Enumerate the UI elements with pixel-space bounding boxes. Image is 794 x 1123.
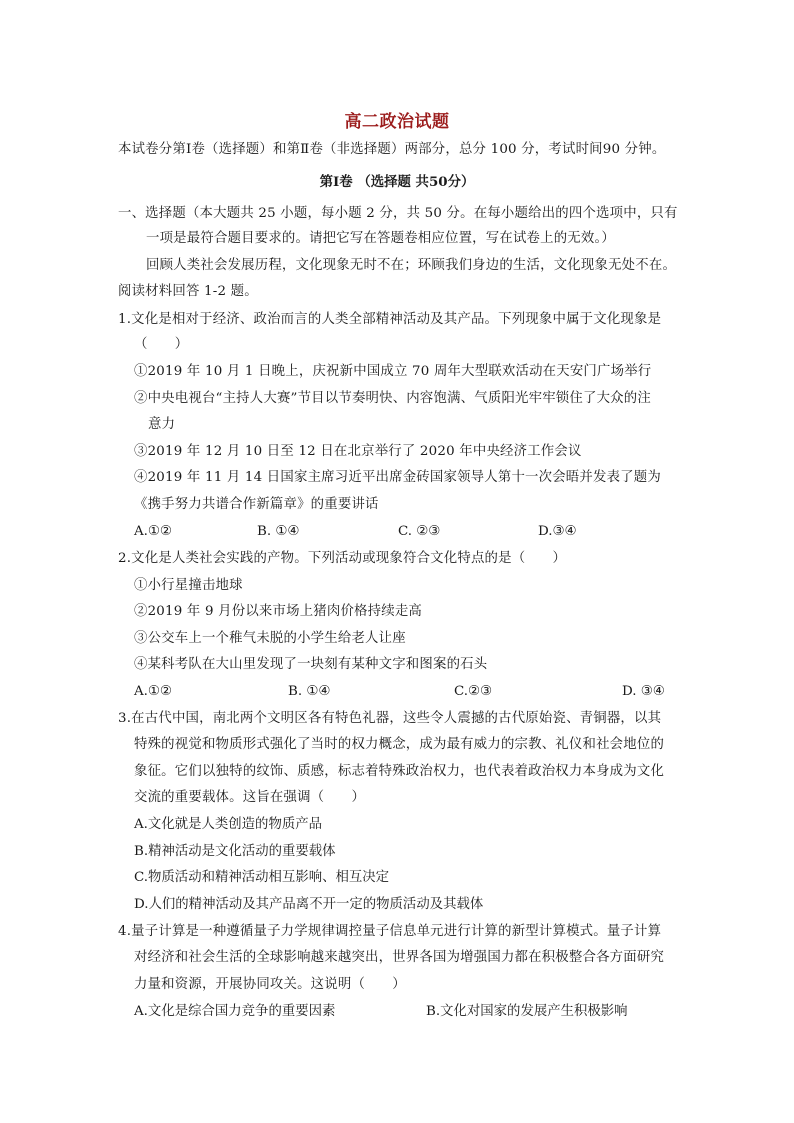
exam-title: 高二政治试题	[344, 112, 450, 132]
material-line-1: 回顾人类社会发展历程，文化现象无时不在；环顾我们身边的生活，文化现象无处不在。	[146, 258, 677, 273]
option-b: B.精神活动是文化活动的重要载体	[134, 844, 336, 859]
option-d: D.③④	[538, 524, 577, 539]
question-stem: 1.文化是相对于经济、政治而言的人类全部精神活动及其产品。下列现象中属于文化现象是	[118, 312, 662, 327]
statement-item: ④2019 年 11 月 14 日国家主席习近平出席金砖国家领导人第十一次会晤并发表了题为	[134, 470, 661, 485]
option-b: B. ①④	[257, 524, 300, 539]
statement-item: ③公交车上一个稚气未脱的小学生给老人让座	[134, 631, 406, 646]
question-stem-continued: 对经济和社会生活的全球影响越来越突出，世界各国为增强国力都在积极整合各方面研究	[134, 950, 665, 965]
statement-item: ③2019 年 12 月 10 日至 12 日在北京举行了 2020 年中央经济工作会议	[134, 444, 582, 459]
question-stem: 2.文化是人类社会实践的产物。下列活动或现象符合文化特点的是（ ）	[118, 551, 567, 566]
exam-intro: 本试卷分第Ⅰ卷（选择题）和第Ⅱ卷（非选择题）两部分，总分 100 分，考试时间90 分钟。	[118, 142, 666, 157]
statement-item: ①小行星撞击地球	[134, 578, 243, 593]
question-stem-continued: 力量和资源，开展协同攻关。这说明（ ）	[134, 977, 406, 992]
question-stem-continued: 交流的重要载体。这旨在强调（ ）	[134, 790, 366, 805]
statement-item: ②中央电视台“主持人大赛”节目以节奏明快、内容饱满、气质阳光牢牢锁住了大众的注	[134, 391, 651, 406]
material-line-2: 阅读材料回答 1-2 题。	[118, 284, 258, 299]
option-d: D. ③④	[622, 684, 665, 699]
option-b: B.文化对国家的发展产生积极影响	[426, 1004, 628, 1019]
statement-item: ②2019 年 9 月份以来市场上猪肉价格持续走高	[134, 604, 423, 619]
option-a: A.①②	[134, 524, 172, 539]
statement-item: ④某科考队在大山里发现了一块刻有某种文字和图案的石头	[134, 657, 488, 672]
option-a: A.文化是综合国力竞争的重要因素	[134, 1004, 336, 1019]
part-one-title: 第Ⅰ卷 （选择题 共50分）	[319, 174, 475, 190]
option-c: C. ②③	[398, 524, 441, 539]
statement-item: ①2019 年 10 月 1 日晚上，庆祝新中国成立 70 周年大型联欢活动在天安门广场举行	[134, 364, 652, 379]
option-c: C.物质活动和精神活动相互影响、相互决定	[134, 870, 390, 885]
option-a: A.文化就是人类创造的物质产品	[134, 817, 323, 832]
section-instruction-line-2: 一项是最符合题目要求的。请把它写在答题卷相应位置，写在试卷上的无效。）	[146, 231, 615, 246]
question-stem-continued: 象征。它们以独特的纹饰、质感，标志着特殊政治权力，也代表着政治权力本身成为文化	[134, 764, 665, 779]
option-b: B. ①④	[288, 684, 331, 699]
option-c: C.②③	[454, 684, 493, 699]
statement-item-continued: 《携手努力共谱合作新篇章》的重要讲话	[134, 497, 379, 512]
option-a: A.①②	[134, 684, 172, 699]
section-instruction-line-1: 一、选择题（本大题共 25 小题，每小题 2 分，共 50 分。在每小题给出的四个选项中，只有	[118, 206, 678, 221]
statement-item-continued: 意力	[148, 417, 176, 432]
question-stem: 4.量子计算是一种遵循量子力学规律调控量子信息单元进行计算的新型计算模式。量子计算	[118, 924, 662, 939]
question-stem: 3.在古代中国，南北两个文明区各有特色礼器，这些令人震撼的古代原始瓷、青铜器，以其	[118, 711, 662, 726]
option-d: D.人们的精神活动及其产品离不开一定的物质活动及其载体	[134, 897, 484, 912]
answer-blank: （ ）	[134, 337, 189, 352]
question-stem-continued: 特殊的视觉和物质形式强化了当时的权力概念，成为最有威力的宗教、礼仪和社会地位的	[134, 737, 665, 752]
